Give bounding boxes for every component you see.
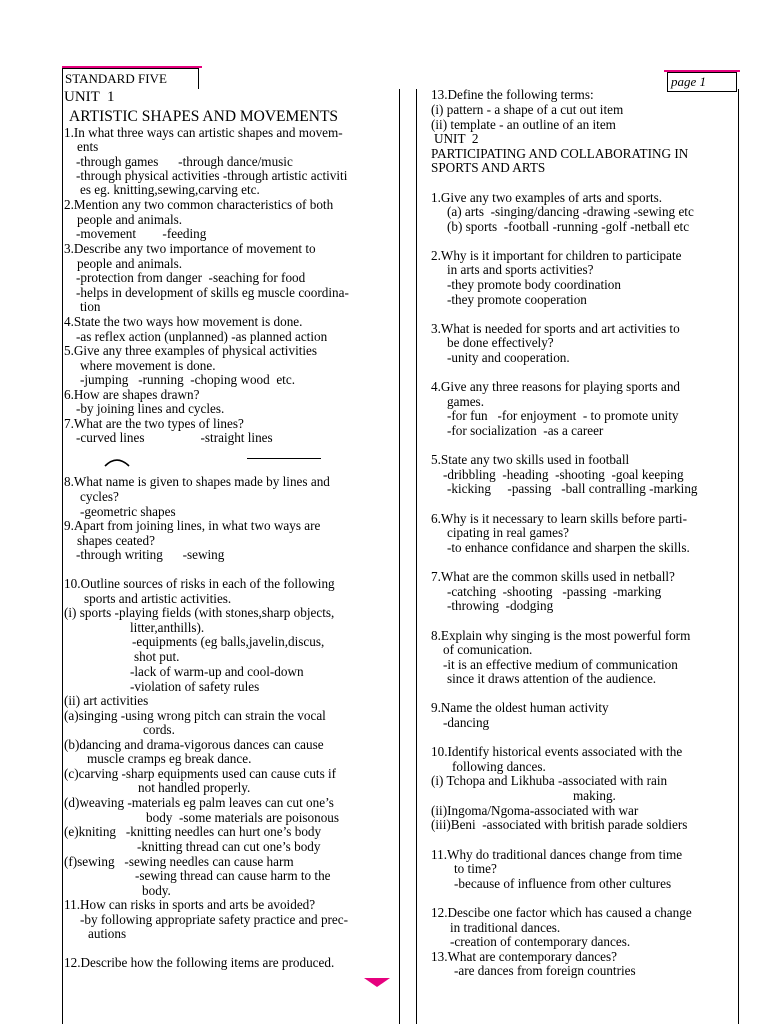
right-text-line: in arts and sports activities? xyxy=(447,262,594,277)
right-text-line: in traditional dances. xyxy=(450,920,561,935)
right-text-line: -for fun -for enjoyment - to promote unity xyxy=(447,408,679,423)
right-text-line: 10.Identify historical events associated with the xyxy=(431,744,683,759)
left-text-line: ents xyxy=(77,139,99,154)
right-text-line: 1.Give any two examples of arts and sports. xyxy=(431,190,663,205)
right-text-line: to time? xyxy=(454,861,497,876)
left-text-line: 8.What name is given to shapes made by lines and xyxy=(64,474,330,489)
left-text-line: autions xyxy=(88,926,127,941)
left-text-line: 5.Give any three examples of physical activities xyxy=(64,343,318,358)
left-text-line: -through games -through dance/music xyxy=(76,154,293,169)
left-text-line: (b)dancing and drama-vigorous dances can cause xyxy=(64,737,324,752)
right-text-line: -are dances from foreign countries xyxy=(454,963,636,978)
left-text-line: -jumping -running -choping wood etc. xyxy=(80,372,295,387)
standard-label: STANDARD FIVE xyxy=(62,68,199,89)
left-text-line: cycles? xyxy=(80,489,119,504)
right-text-line: 3.What is needed for sports and art activities to xyxy=(431,321,680,336)
left-text-line: cords. xyxy=(143,722,175,737)
left-text-line: -through physical activities -through artistic activiti xyxy=(76,168,348,183)
page-number: page 1 xyxy=(667,72,737,92)
right-text-line: 2.Why is it important for children to participate xyxy=(431,248,682,263)
left-text-line: shapes ceated? xyxy=(77,533,155,548)
left-text-line: -equipments (eg balls,javelin,discus, xyxy=(132,634,325,649)
left-text-line: 2.Mention any two common characteristics of both xyxy=(64,197,334,212)
left-text-line: -movement -feeding xyxy=(76,226,207,241)
right-text-line: 4.Give any three reasons for playing sports and xyxy=(431,379,681,394)
left-text-line: es eg. knitting,sewing,carving etc. xyxy=(80,182,260,197)
right-text-line: be done effectively? xyxy=(447,335,554,350)
right-text-line: 5.State any two skills used in football xyxy=(431,452,630,467)
right-text-line: (i) pattern - a shape of a cut out item xyxy=(431,102,624,117)
left-text-line: muscle cramps eg break dance. xyxy=(87,751,252,766)
right-text-line: making. xyxy=(573,788,616,803)
left-text-line: body. xyxy=(142,883,171,898)
right-text-line: -throwing -dodging xyxy=(447,598,554,613)
left-text-line: -sewing thread can cause harm to the xyxy=(135,868,331,883)
right-text-line: -it is an effective medium of communication xyxy=(443,657,678,672)
right-text-line: -to enhance confidance and sharpen the skills. xyxy=(447,540,690,555)
left-text-line: 12.Describe how the following items are produced. xyxy=(64,955,335,970)
left-text-line: 10.Outline sources of risks in each of the following xyxy=(64,576,335,591)
right-text-line: (i) Tchopa and Likhuba -associated with rain xyxy=(431,773,668,788)
right-text-line: (ii) template - an outline of an item xyxy=(431,117,616,132)
right-text-line: -kicking -passing -ball contralling -marking xyxy=(447,481,698,496)
left-text-line: -curved lines -straight lines xyxy=(76,430,273,445)
left-text-line: (d)weaving -materials eg palm leaves can cut one’s xyxy=(64,795,334,810)
left-text-line: -geometric shapes xyxy=(80,504,176,519)
right-text-line: -creation of contemporary dances. xyxy=(450,934,631,949)
right-text-line: -catching -shooting -passing -marking xyxy=(447,584,662,599)
right-text-line: (ii)Ingoma/Ngoma-associated with war xyxy=(431,803,639,818)
right-text-line: SPORTS AND ARTS xyxy=(431,160,546,175)
left-text-line: 3.Describe any two importance of movement to xyxy=(64,241,316,256)
left-text-line: -as reflex action (unplanned) -as planned action xyxy=(76,329,328,344)
right-text-line: UNIT 2 xyxy=(434,131,479,146)
left-text-line: 11.How can risks in sports and arts be avoided? xyxy=(64,897,316,912)
left-text-line: tion xyxy=(80,299,101,314)
left-text-line: (c)carving -sharp equipments used can cause cuts if xyxy=(64,766,337,781)
right-text-line: (a) arts -singing/dancing -drawing -sewing etc xyxy=(447,204,694,219)
left-text-line: 1.In what three ways can artistic shapes and movem- xyxy=(64,125,343,140)
left-text-line: -lack of warm-up and cool-down xyxy=(130,664,304,679)
left-text-line: UNIT 1 xyxy=(64,89,115,105)
right-text-line: 8.Explain why singing is the most powerful form xyxy=(431,628,691,643)
right-text-line: PARTICIPATING AND COLLABORATING IN xyxy=(431,146,689,161)
left-text-line: body -some materials are poisonous xyxy=(146,810,340,825)
right-text-line: 12.Descibe one factor which has caused a change xyxy=(431,905,692,920)
left-text-line: -protection from danger -seaching for food xyxy=(76,270,306,285)
left-text-line: sports and artistic activities. xyxy=(84,591,232,606)
right-text-line: 9.Name the oldest human activity xyxy=(431,700,609,715)
right-text-line: -dancing xyxy=(443,715,490,730)
right-text-line: 13.Define the following terms: xyxy=(431,87,594,102)
right-text-line: cipating in real games? xyxy=(447,525,569,540)
left-text-line: not handled properly. xyxy=(138,780,251,795)
left-text-line: (a)singing -using wrong pitch can strain the vocal xyxy=(64,708,326,723)
left-text-line: (i) sports -playing fields (with stones,sharp objects, xyxy=(64,605,335,620)
left-text-line: people and animals. xyxy=(77,256,183,271)
left-text-line: -by following appropriate safety practice and prec- xyxy=(80,912,349,927)
left-text-line: -violation of safety rules xyxy=(130,679,260,694)
right-text-line: -because of influence from other cultures xyxy=(454,876,672,891)
left-text-line: 9.Apart from joining lines, in what two ways are xyxy=(64,518,321,533)
left-text-line: (e)kniting -knitting needles can hurt one’s body xyxy=(64,824,322,839)
right-text-line: 13.What are contemporary dances? xyxy=(431,949,617,964)
left-text-line: -knitting thread can cut one’s body xyxy=(137,839,321,854)
left-text-line: people and animals. xyxy=(77,212,183,227)
left-text-line: where movement is done. xyxy=(80,358,216,373)
right-text-line: -for socialization -as a career xyxy=(447,423,604,438)
curved-line-icon xyxy=(103,454,131,468)
right-text-line: (iii)Beni -associated with british parade soldiers xyxy=(431,817,688,832)
page-marker-icon xyxy=(364,978,390,987)
left-text-line: 6.How are shapes drawn? xyxy=(64,387,200,402)
right-text-line: games. xyxy=(447,394,484,409)
right-text-line: of comunication. xyxy=(443,642,533,657)
right-text-line: -they promote body coordination xyxy=(447,277,621,292)
left-text-line: shot put. xyxy=(134,649,180,664)
left-text-line: (f)sewing -sewing needles can cause harm xyxy=(64,854,294,869)
right-text-line: 7.What are the common skills used in netball? xyxy=(431,569,675,584)
left-text-line: litter,anthills). xyxy=(130,620,205,635)
right-text-line: 11.Why do traditional dances change from time xyxy=(431,847,683,862)
right-text-line: since it draws attention of the audience. xyxy=(447,671,657,686)
left-text-line: -by joining lines and cycles. xyxy=(76,401,225,416)
left-text-line: -through writing -sewing xyxy=(76,547,225,562)
right-text-line: (b) sports -football -running -golf -netball etc xyxy=(447,219,690,234)
right-text-line: -unity and cooperation. xyxy=(447,350,570,365)
left-text-line: (ii) art activities xyxy=(64,693,149,708)
left-text-line: ARTISTIC SHAPES AND MOVEMENTS xyxy=(69,108,339,125)
left-text-line: -helps in development of skills eg muscle coordina- xyxy=(76,285,349,300)
right-text-line: 6.Why is it necessary to learn skills before parti- xyxy=(431,511,687,526)
right-text-line: -dribbling -heading -shooting -goal keeping xyxy=(443,467,684,482)
straight-line-icon xyxy=(247,458,321,459)
right-text-line: -they promote cooperation xyxy=(447,292,587,307)
left-text-line: 4.State the two ways how movement is done. xyxy=(64,314,303,329)
left-text-line: 7.What are the two types of lines? xyxy=(64,416,244,431)
right-text-line: following dances. xyxy=(452,759,546,774)
